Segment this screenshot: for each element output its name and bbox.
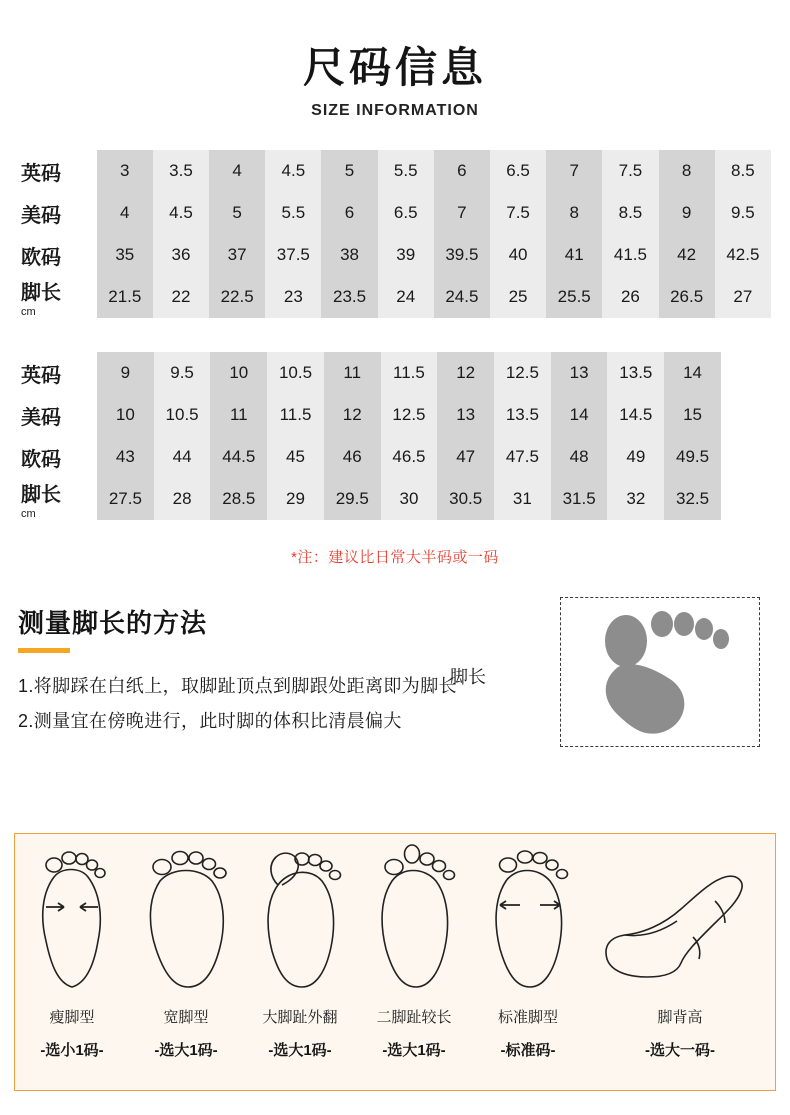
size-cell: 10 [210, 352, 267, 394]
measure-step-2: 2.测量宜在傍晚进行，此时脚的体积比清晨偏大 [18, 711, 402, 732]
size-cell: 27.5 [97, 478, 154, 520]
measure-step-1: 1.将脚踩在白纸上，取脚趾顶点到脚跟处距离即为脚长 [18, 676, 458, 697]
size-cell: 4.5 [153, 192, 209, 234]
size-cell: 32 [607, 478, 664, 520]
size-cell: 13.5 [607, 352, 664, 394]
foot-type-icon [471, 834, 585, 1002]
size-cell: 13 [437, 394, 494, 436]
foot-type-icon [15, 834, 129, 1002]
size-cell: 39.5 [434, 234, 490, 276]
size-cell: 9.5 [154, 352, 211, 394]
size-cell: 10.5 [267, 352, 324, 394]
foot-type-icon [357, 834, 471, 1002]
foot-type-item [243, 834, 357, 1090]
size-cell: 7.5 [490, 192, 546, 234]
size-cell: 13.5 [494, 394, 551, 436]
size-note: *注：建议比日常大半码或一码 [291, 549, 499, 567]
row-label: 美码 [19, 192, 97, 234]
size-cell: 46.5 [381, 436, 438, 478]
table-row [19, 478, 721, 520]
size-cell: 23 [265, 276, 321, 318]
size-cell: 31.5 [551, 478, 608, 520]
size-cell: 12 [324, 394, 381, 436]
foot-type-advice: -选大1码- [382, 1042, 446, 1059]
size-cell: 30.5 [437, 478, 494, 520]
row-label: 欧码 [19, 436, 97, 478]
foot-type-name: 二脚趾较长 [376, 1009, 452, 1026]
foot-type-icon [585, 834, 775, 1002]
footprint-icon [560, 597, 760, 747]
size-cell: 28.5 [210, 478, 267, 520]
size-cell: 45 [267, 436, 324, 478]
size-cell: 11.5 [267, 394, 324, 436]
size-cell: 41.5 [602, 234, 658, 276]
table-row [19, 436, 721, 478]
size-cell: 7.5 [602, 150, 658, 192]
measure-section [0, 603, 790, 739]
size-cell: 11 [210, 394, 267, 436]
size-cell: 27 [715, 276, 771, 318]
size-cell: 9.5 [715, 192, 771, 234]
foot-type-item [357, 834, 471, 1090]
size-cell: 26.5 [659, 276, 715, 318]
size-cell: 41 [546, 234, 602, 276]
size-cell: 8.5 [602, 192, 658, 234]
size-cell: 14 [551, 394, 608, 436]
foot-type-name: 脚背高 [657, 1009, 703, 1026]
size-cell: 47 [437, 436, 494, 478]
size-cell: 6.5 [378, 192, 434, 234]
size-table-large [19, 352, 721, 520]
size-cell: 7 [546, 150, 602, 192]
size-cell: 10.5 [154, 394, 211, 436]
size-cell: 6 [321, 192, 377, 234]
size-cell: 23.5 [321, 276, 377, 318]
row-label: 英码 [19, 352, 97, 394]
size-cell: 43 [97, 436, 154, 478]
table-row [19, 234, 771, 276]
table-row [19, 276, 771, 318]
size-cell: 25 [490, 276, 546, 318]
size-cell: 29 [267, 478, 324, 520]
size-cell: 10 [97, 394, 154, 436]
size-cell: 28 [154, 478, 211, 520]
table-row [19, 394, 721, 436]
size-cell: 5.5 [265, 192, 321, 234]
table-row [19, 150, 771, 192]
measure-title: 测量脚长的方法 [18, 608, 208, 639]
size-cell: 37 [209, 234, 265, 276]
foot-type-advice: -选大1码- [268, 1042, 332, 1059]
size-table-block-2 [19, 352, 771, 520]
size-cell: 49.5 [664, 436, 721, 478]
size-cell: 42.5 [715, 234, 771, 276]
size-table-small [19, 150, 771, 318]
foot-type-icon [243, 834, 357, 1002]
size-cell: 7 [434, 192, 490, 234]
size-cell: 4 [209, 150, 265, 192]
foot-type-item [471, 834, 585, 1090]
size-cell: 36 [153, 234, 209, 276]
size-cell: 9 [659, 192, 715, 234]
size-cell: 24 [378, 276, 434, 318]
size-cell: 11.5 [381, 352, 438, 394]
foot-type-panel [14, 833, 776, 1091]
size-cell: 3.5 [153, 150, 209, 192]
foot-type-name: 宽脚型 [163, 1009, 209, 1026]
size-cell: 14 [664, 352, 721, 394]
foot-type-advice: -选大一码- [645, 1042, 715, 1059]
row-unit: cm [21, 508, 36, 521]
foot-type-item [129, 834, 243, 1090]
size-cell: 24.5 [434, 276, 490, 318]
size-cell: 8.5 [715, 150, 771, 192]
size-cell: 46 [324, 436, 381, 478]
size-cell: 39 [378, 234, 434, 276]
size-cell: 5.5 [378, 150, 434, 192]
size-cell: 15 [664, 394, 721, 436]
size-cell: 32.5 [664, 478, 721, 520]
size-cell: 29.5 [324, 478, 381, 520]
size-cell: 5 [209, 192, 265, 234]
size-cell: 12 [437, 352, 494, 394]
table-row [19, 352, 721, 394]
foot-type-name: 大脚趾外翻 [262, 1009, 338, 1026]
row-label: 脚长 cm [19, 276, 97, 318]
row-label: 脚长 cm [19, 478, 97, 520]
page-title-en: SIZE INFORMATION [311, 102, 479, 120]
row-label: 英码 [19, 150, 97, 192]
diagram-foot-length-label: 脚长 [450, 667, 486, 688]
size-cell: 47.5 [494, 436, 551, 478]
size-cell: 44.5 [210, 436, 267, 478]
size-cell: 4.5 [265, 150, 321, 192]
size-cell: 12.5 [494, 352, 551, 394]
size-cell: 5 [321, 150, 377, 192]
size-cell: 25.5 [546, 276, 602, 318]
size-cell: 12.5 [381, 394, 438, 436]
table-row [19, 192, 771, 234]
size-cell: 8 [659, 150, 715, 192]
foot-type-item [15, 834, 129, 1090]
size-cell: 48 [551, 436, 608, 478]
size-cell: 3 [97, 150, 153, 192]
row-label: 美码 [19, 394, 97, 436]
size-cell: 14.5 [607, 394, 664, 436]
page-title-cn: 尺码信息 [302, 44, 487, 91]
size-cell: 26 [602, 276, 658, 318]
size-cell: 30 [381, 478, 438, 520]
size-cell: 8 [546, 192, 602, 234]
size-table-block-1 [19, 150, 771, 318]
foot-type-advice: -选小1码- [40, 1042, 104, 1059]
size-cell: 38 [321, 234, 377, 276]
title-underline [18, 648, 70, 653]
foot-type-name: 瘦脚型 [49, 1009, 95, 1026]
foot-length-diagram [438, 595, 768, 760]
size-cell: 6.5 [490, 150, 546, 192]
row-label: 欧码 [19, 234, 97, 276]
size-cell: 37.5 [265, 234, 321, 276]
size-cell: 9 [97, 352, 154, 394]
foot-type-item [585, 834, 775, 1090]
foot-type-name: 标准脚型 [497, 1009, 558, 1026]
size-cell: 4 [97, 192, 153, 234]
size-cell: 22.5 [209, 276, 265, 318]
foot-type-icon [129, 834, 243, 1002]
size-cell: 13 [551, 352, 608, 394]
size-cell: 35 [97, 234, 153, 276]
size-cell: 44 [154, 436, 211, 478]
size-cell: 31 [494, 478, 551, 520]
foot-type-advice: -选大1码- [154, 1042, 218, 1059]
foot-type-advice: -标准码- [500, 1042, 556, 1059]
size-cell: 21.5 [97, 276, 153, 318]
size-cell: 22 [153, 276, 209, 318]
size-cell: 11 [324, 352, 381, 394]
size-cell: 40 [490, 234, 546, 276]
row-unit: cm [21, 306, 36, 319]
size-cell: 49 [607, 436, 664, 478]
page-header [0, 0, 790, 120]
size-cell: 42 [659, 234, 715, 276]
size-cell: 6 [434, 150, 490, 192]
